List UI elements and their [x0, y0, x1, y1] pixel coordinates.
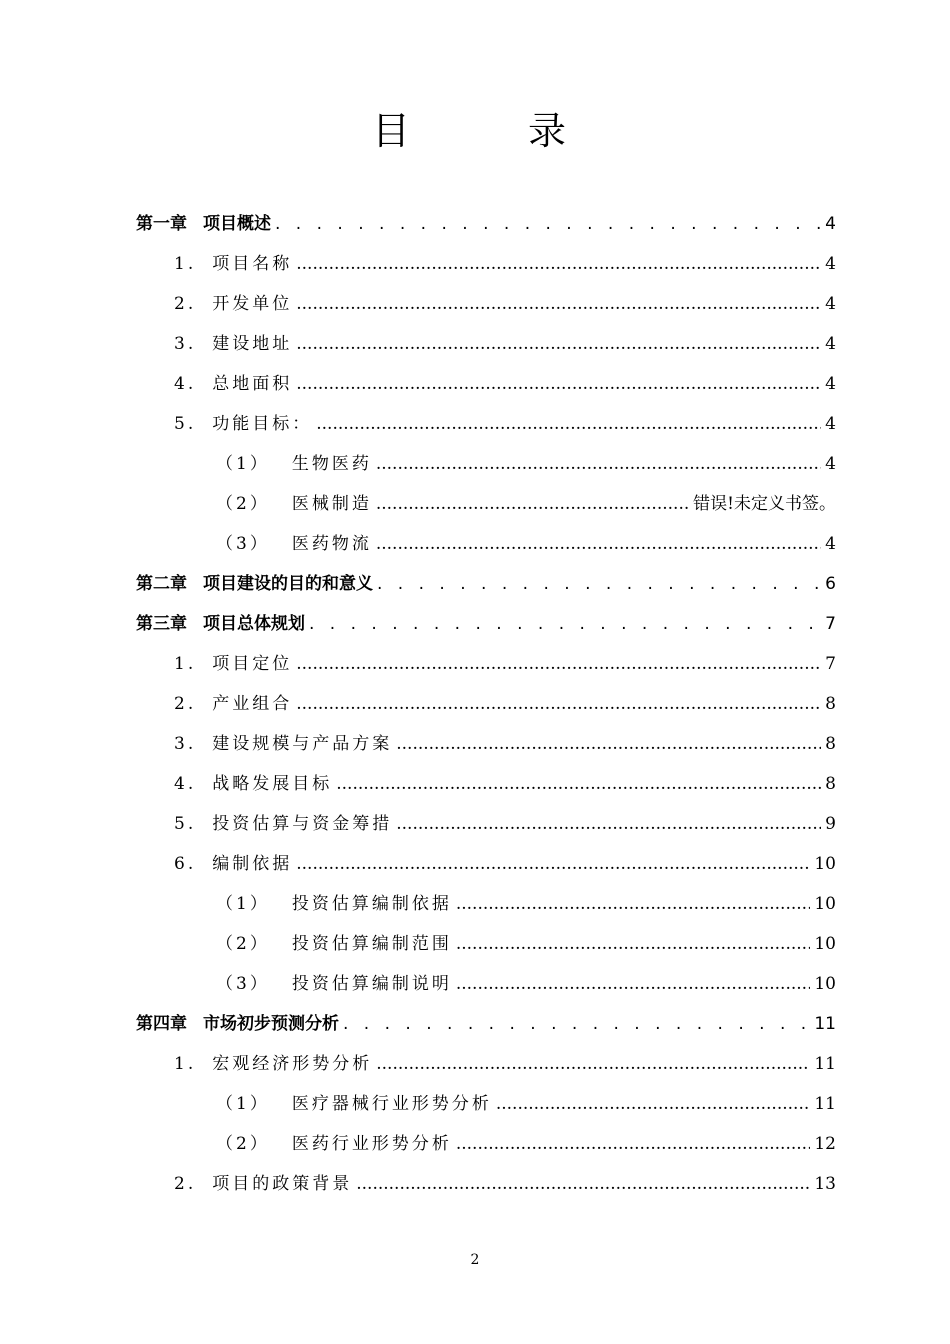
toc-entry-page: 7 [825, 614, 836, 634]
toc-entry-label: 投资估算编制说明 [291, 974, 452, 994]
toc-entry-number: 2. [174, 294, 197, 314]
toc-entry-page: 8 [825, 694, 836, 714]
toc-entry-page: 13 [814, 1174, 836, 1194]
toc-entry[interactable] [136, 964, 836, 1004]
dot-leader [275, 204, 821, 244]
toc-entry-label: 医药行业形势分析 [291, 1134, 452, 1154]
dot-leader [456, 884, 811, 924]
toc-entry-number: （2） [216, 934, 270, 954]
toc-entry[interactable] [136, 244, 836, 284]
toc-entry-label: 市场初步预测分析 [203, 1014, 339, 1034]
toc-entry[interactable] [136, 884, 836, 924]
toc-entry-number: 1. [174, 654, 197, 674]
toc-entry-label: 投资估算编制范围 [291, 934, 452, 954]
dot-leader [396, 804, 821, 844]
toc-entry-number: （1） [216, 1094, 270, 1114]
toc-entry-page: 11 [814, 1014, 836, 1034]
dot-leader [336, 764, 821, 804]
dot-leader [296, 684, 821, 724]
toc-entry-page: 8 [825, 734, 836, 754]
toc-entry[interactable] [136, 524, 836, 564]
toc-entry[interactable] [136, 804, 836, 844]
toc-entry-label: 建设规模与产品方案 [212, 734, 393, 754]
dot-leader [316, 404, 821, 444]
toc-entry-number: 2. [174, 1174, 197, 1194]
toc-entry-number: 4. [174, 774, 197, 794]
toc-entry-label: 投资估算编制依据 [291, 894, 452, 914]
toc-entry-page: 4 [825, 454, 836, 474]
dot-leader [376, 524, 821, 564]
toc-entry-label: 功能目标： [212, 414, 313, 434]
dot-leader [396, 724, 821, 764]
toc-entry-label: 开发单位 [212, 294, 293, 314]
toc-entry-page: 6 [825, 574, 836, 594]
dot-leader [296, 844, 810, 884]
toc-entry[interactable] [136, 444, 836, 484]
toc-entry[interactable] [136, 924, 836, 964]
toc-entry[interactable] [136, 284, 836, 324]
toc-entry-label: 医药物流 [291, 534, 372, 554]
toc-entry-label: 建设地址 [212, 334, 293, 354]
toc-entry-page: 4 [825, 374, 836, 394]
dot-leader [376, 444, 821, 484]
toc-entry[interactable] [136, 1084, 836, 1124]
toc-entry[interactable] [136, 1124, 836, 1164]
toc-entry-label: 宏观经济形势分析 [212, 1054, 373, 1074]
toc-entry[interactable] [136, 484, 836, 524]
toc-entry-label: 项目总体规划 [203, 614, 305, 634]
toc-entry-number: （3） [216, 974, 270, 994]
toc-entry-number: 第二章 [136, 574, 187, 594]
toc-entry-page: 10 [814, 894, 836, 914]
toc-entry[interactable] [136, 604, 836, 644]
dot-leader [296, 364, 821, 404]
toc-entry[interactable] [136, 684, 836, 724]
toc-entry-number: （1） [216, 894, 270, 914]
toc-entry[interactable] [136, 1164, 836, 1204]
toc-entry-number: （2） [216, 494, 270, 514]
toc-entry[interactable] [136, 844, 836, 884]
toc-entry[interactable] [136, 564, 836, 604]
toc-entry-number: 5. [174, 414, 197, 434]
toc-entry[interactable] [136, 764, 836, 804]
toc-entry-label: 投资估算与资金筹措 [212, 814, 393, 834]
dot-leader [356, 1164, 810, 1204]
toc-entry-label: 项目定位 [212, 654, 293, 674]
toc-entry-number: 第四章 [136, 1014, 187, 1034]
toc-entry-number: 5. [174, 814, 197, 834]
toc-entry-label: 战略发展目标 [212, 774, 333, 794]
toc-entry-label: 项目概述 [203, 214, 271, 234]
toc-entry-number: （3） [216, 534, 270, 554]
toc-entry-page: 7 [825, 654, 836, 674]
toc-entry-label: 项目建设的目的和意义 [203, 574, 373, 594]
toc-entry-number: 1. [174, 254, 197, 274]
dot-leader [377, 564, 821, 604]
toc-entry-number: （1） [216, 454, 270, 474]
toc-entry[interactable] [136, 404, 836, 444]
dot-leader [496, 1084, 811, 1124]
dot-leader [296, 284, 821, 324]
dot-leader [296, 244, 821, 284]
dot-leader [376, 1044, 810, 1084]
page-number: 2 [470, 1252, 480, 1268]
table-of-contents [136, 204, 836, 1204]
toc-entry-label: 产业组合 [212, 694, 293, 714]
toc-entry-number: 第一章 [136, 214, 187, 234]
toc-entry-number: 3. [174, 734, 197, 754]
toc-entry-label: 生物医药 [291, 454, 372, 474]
toc-entry-page: 11 [814, 1054, 836, 1074]
toc-entry-page: 10 [814, 934, 836, 954]
toc-entry[interactable] [136, 1004, 836, 1044]
toc-entry[interactable] [136, 364, 836, 404]
dot-leader [296, 644, 821, 684]
toc-entry[interactable] [136, 1044, 836, 1084]
toc-entry-label: 项目的政策背景 [212, 1174, 353, 1194]
toc-entry-page: 4 [825, 254, 836, 274]
toc-entry-page: 4 [825, 214, 836, 234]
toc-entry-label: 医械制造 [291, 494, 372, 514]
toc-entry-page: 9 [825, 814, 836, 834]
dot-leader [309, 604, 821, 644]
toc-entry-number: （2） [216, 1134, 270, 1154]
toc-entry-number: 3. [174, 334, 197, 354]
toc-entry[interactable] [136, 204, 836, 244]
toc-entry-number: 6. [174, 854, 197, 874]
toc-entry-page: 11 [814, 1094, 836, 1114]
toc-entry-page: 4 [825, 534, 836, 554]
toc-entry-page: 4 [825, 334, 836, 354]
toc-entry[interactable] [136, 644, 836, 684]
toc-entry-label: 总地面积 [212, 374, 293, 394]
page-title: 目 录 [371, 109, 606, 153]
toc-entry-number: 1. [174, 1054, 197, 1074]
dot-leader [456, 964, 811, 1004]
toc-entry-label: 编制依据 [212, 854, 293, 874]
toc-entry-number: 4. [174, 374, 197, 394]
toc-entry-page: 10 [814, 974, 836, 994]
dot-leader [296, 324, 821, 364]
toc-entry-number: 第三章 [136, 614, 187, 634]
dot-leader [376, 484, 689, 524]
toc-entry[interactable] [136, 724, 836, 764]
dot-leader [456, 1124, 811, 1164]
dot-leader [456, 924, 811, 964]
toc-entry-label: 项目名称 [212, 254, 293, 274]
toc-entry-page: 8 [825, 774, 836, 794]
toc-entry-page: 10 [814, 854, 836, 874]
dot-leader [343, 1004, 810, 1044]
toc-entry-page: 12 [814, 1134, 836, 1154]
toc-entry-page: 4 [825, 414, 836, 434]
toc-entry-number: 2. [174, 694, 197, 714]
toc-entry-page: 4 [825, 294, 836, 314]
toc-entry-page: 错误!未定义书签。 [693, 494, 836, 514]
toc-entry-label: 医疗器械行业形势分析 [291, 1094, 492, 1114]
toc-entry[interactable] [136, 324, 836, 364]
